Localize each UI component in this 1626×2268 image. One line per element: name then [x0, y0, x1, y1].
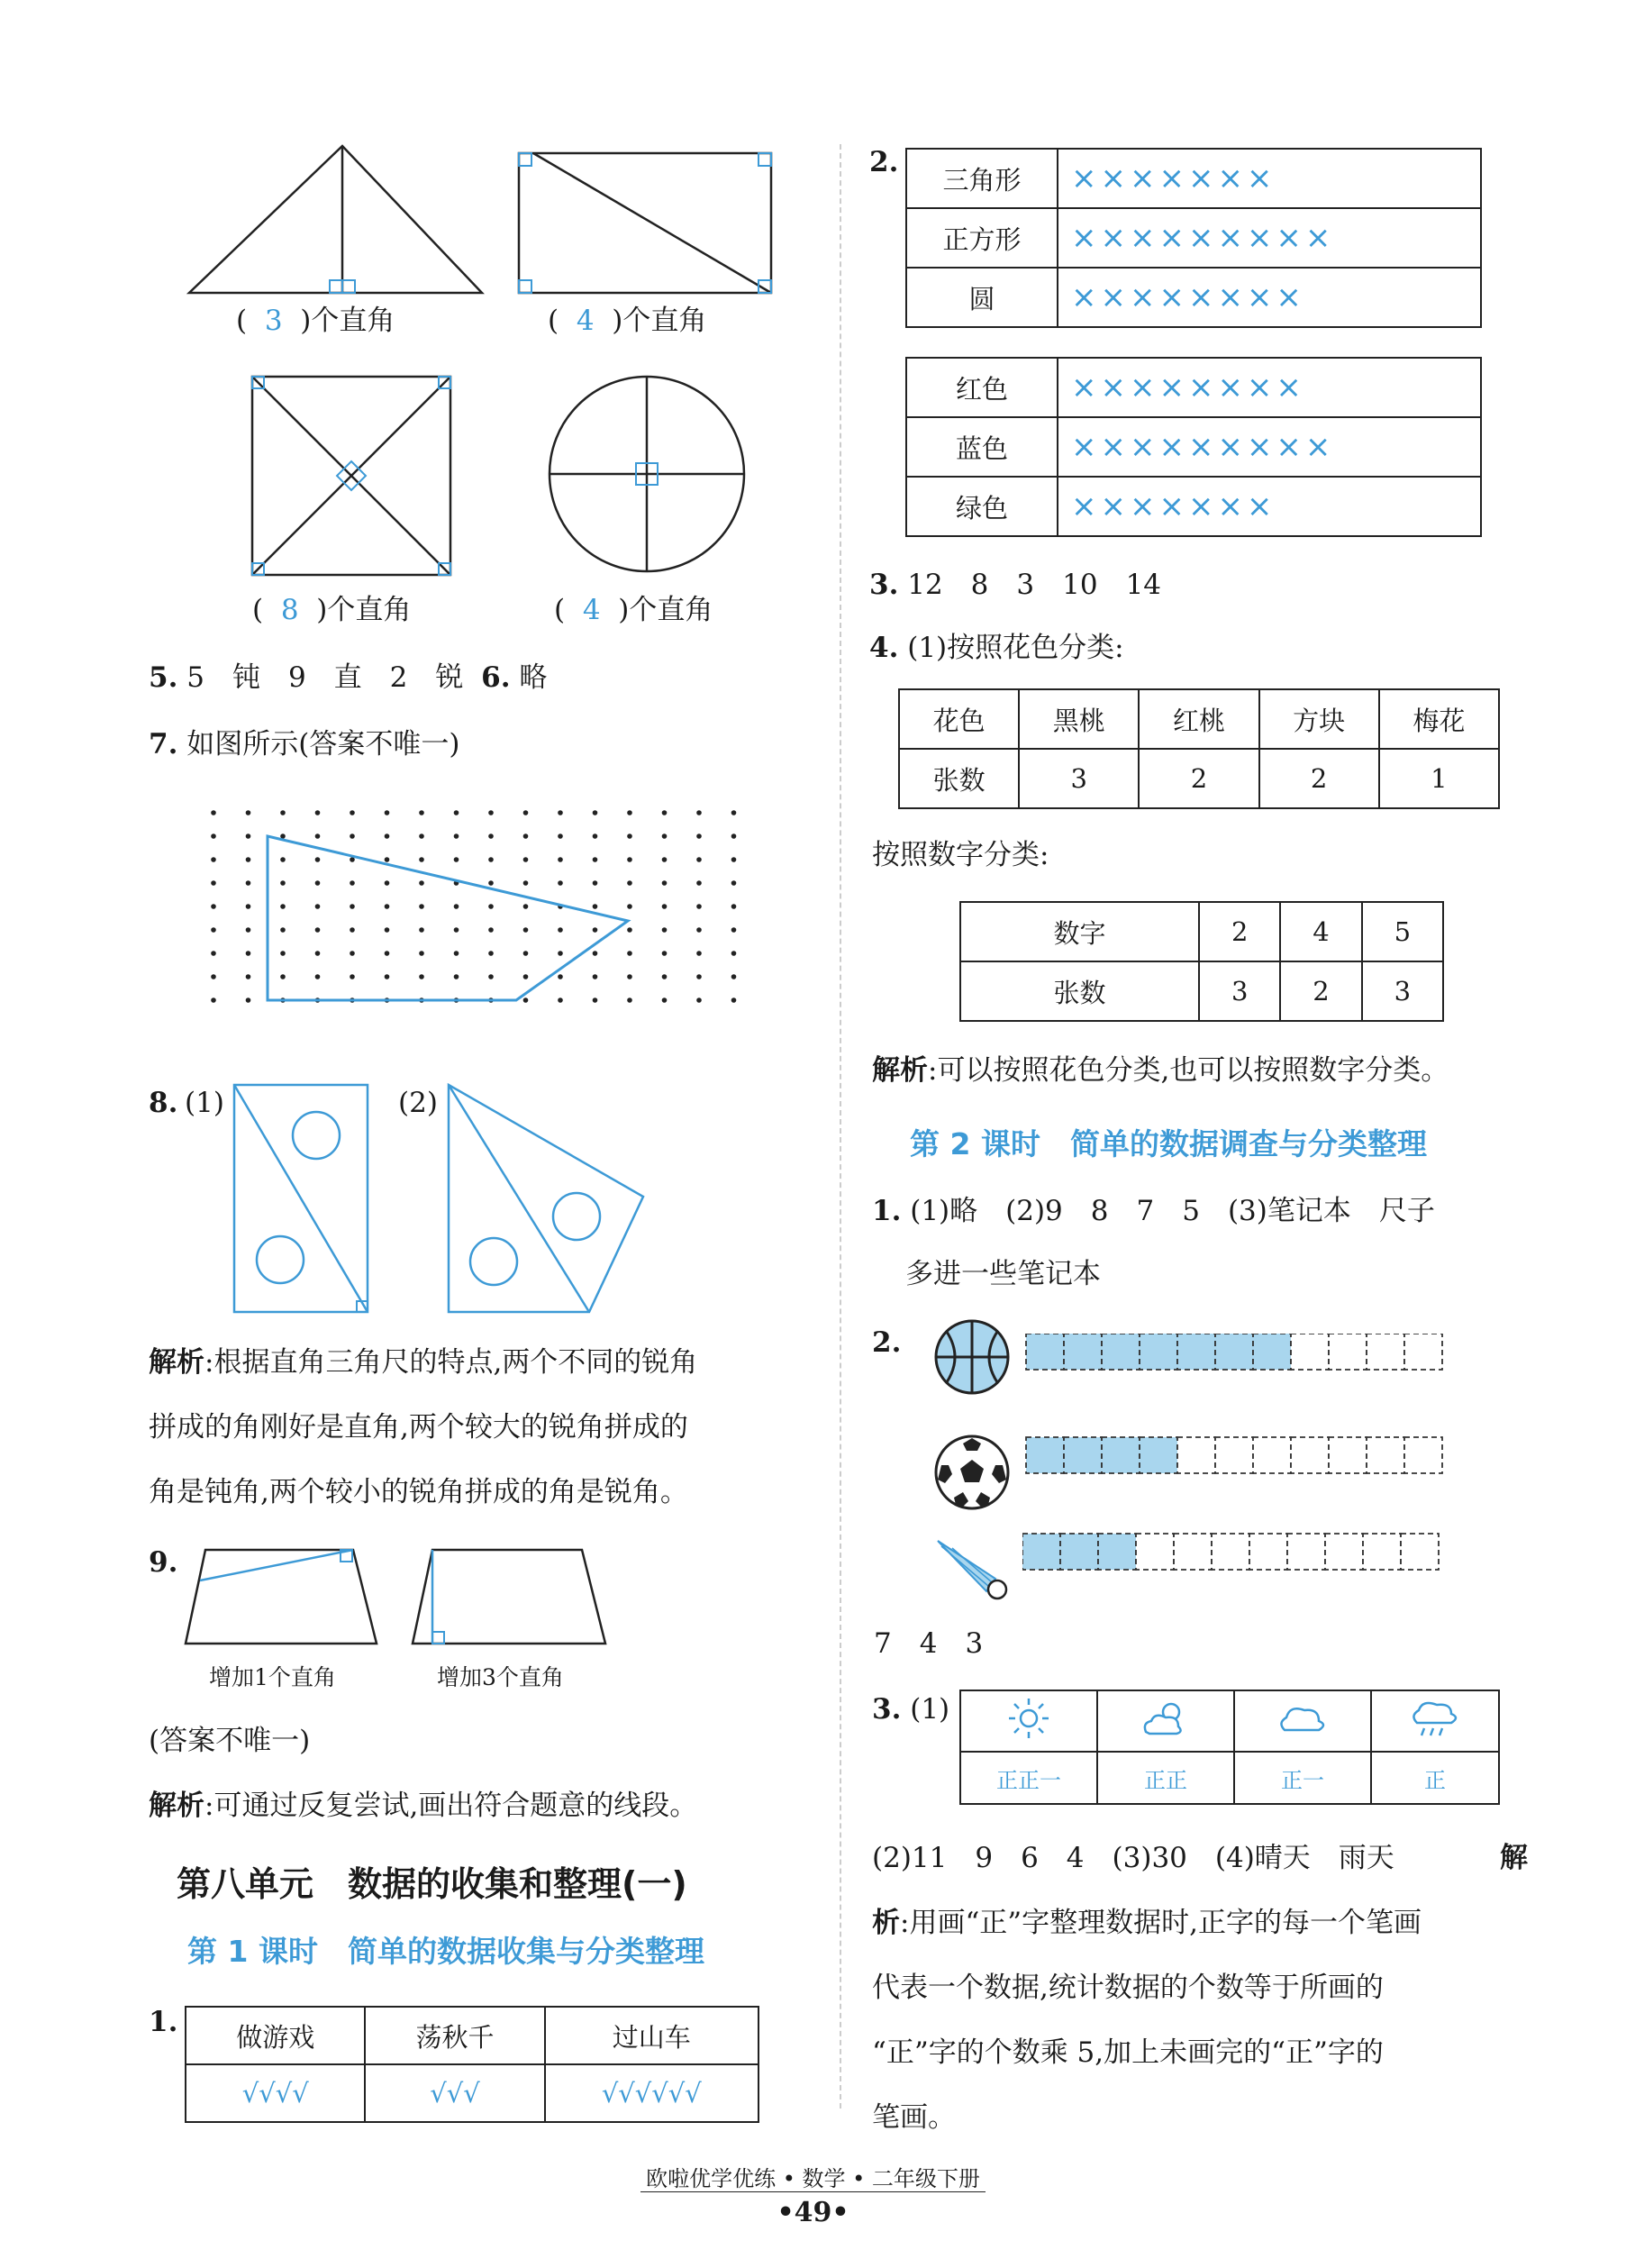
grid-dot: [662, 997, 668, 1003]
caption-rectangle: ( 4 )个直角: [548, 305, 707, 337]
right-q2-number: 2.: [869, 146, 899, 178]
color-tally-table: [905, 357, 1482, 537]
set-square-figure-1: [231, 1081, 375, 1317]
grid-dot: [246, 974, 251, 979]
badminton-cell: [1212, 1534, 1249, 1570]
q9-analysis: 解析:可通过反复尝试,画出符合题意的线段。: [149, 1790, 698, 1822]
grid-dot: [696, 997, 702, 1003]
number-table: [959, 901, 1444, 1022]
grid-dot: [523, 857, 529, 862]
color-marks: ×××××××: [1058, 477, 1481, 536]
shape-label: 正方形: [906, 208, 1058, 268]
grid-dot: [280, 974, 286, 979]
q8-analysis-line-2: 拼成的角刚好是直角,两个较大的锐角拼成的: [149, 1411, 688, 1444]
grid-dot: [662, 880, 668, 886]
basketball-cell: [1329, 1334, 1367, 1370]
grid-dot: [454, 927, 459, 933]
basketball-cell: [1215, 1334, 1253, 1370]
number-header: 2: [1199, 902, 1280, 961]
grid-dot: [593, 904, 598, 909]
basketball-icon: [932, 1317, 1013, 1398]
basketball-cell: [1026, 1334, 1064, 1370]
partly-cloudy-tally: 正正: [1097, 1752, 1234, 1804]
right-q4: 4. (1)按照花色分类:: [869, 632, 1124, 664]
grid-dot: [593, 951, 598, 956]
cloudy-icon: [1234, 1690, 1371, 1752]
suit-count: 2: [1139, 749, 1258, 808]
q8-analysis-line-3: 角是钝角,两个较小的锐角拼成的角是锐角。: [149, 1476, 688, 1508]
shape-marks: ×××××××××: [1058, 208, 1481, 268]
grid-dot: [488, 880, 494, 886]
badminton-cell: [1249, 1534, 1287, 1570]
grid-dot: [662, 810, 668, 815]
grid-dot: [246, 904, 251, 909]
grid-dot: [558, 857, 563, 862]
basketball-cell: [1253, 1334, 1291, 1370]
color-marks: ×××××××××: [1058, 417, 1481, 477]
shuttlecock-icon: [932, 1532, 1013, 1604]
grid-dot: [731, 810, 737, 815]
shape-tally-table: [905, 148, 1482, 328]
grid-dot: [350, 904, 355, 909]
grid-dot: [627, 880, 632, 886]
grid-dot: [246, 951, 251, 956]
suit-count: 1: [1379, 749, 1499, 808]
column-divider: [840, 144, 841, 2109]
grid-dot: [454, 857, 459, 862]
grid-dot: [280, 880, 286, 886]
grid-dot: [211, 833, 216, 839]
question-5-6: 5. 5 钝 9 直 2 锐 6. 略: [149, 661, 548, 694]
suit-count: 3: [1019, 749, 1139, 808]
grid-dot: [731, 904, 737, 909]
soccer-cell: [1102, 1437, 1140, 1473]
suit-table: [898, 688, 1500, 809]
grid-dot: [350, 927, 355, 933]
partly-cloudy-icon: [1097, 1690, 1234, 1752]
grid-dot: [523, 974, 529, 979]
grid-dot: [731, 833, 737, 839]
grid-dot: [593, 974, 598, 979]
grid-dot: [593, 810, 598, 815]
circle-figure: [540, 368, 757, 579]
square-diagonals-figure: [243, 368, 459, 579]
question-8-number: 8.: [149, 1087, 178, 1119]
grid-dot: [280, 951, 286, 956]
grid-dot: [419, 833, 424, 839]
suit-header: 黑桃: [1019, 689, 1139, 749]
badminton-cell: [1098, 1534, 1136, 1570]
number-header: 5: [1362, 902, 1443, 961]
sunny-tally: 正正一: [960, 1752, 1097, 1804]
grid-dot: [488, 927, 494, 933]
grid-dot: [696, 810, 702, 815]
grid-dot: [696, 857, 702, 862]
grid-dot: [419, 904, 424, 909]
soccer-cell: [1215, 1437, 1253, 1473]
number-header: 数字: [960, 902, 1199, 961]
grid-dot: [731, 880, 737, 886]
activity-tally: √√√√: [186, 2064, 365, 2122]
badminton-cell: [1325, 1534, 1363, 1570]
grid-dot: [558, 833, 563, 839]
q9-caption-2: 增加3个直角: [437, 1664, 564, 1690]
grid-dot: [558, 810, 563, 815]
soccer-cell: [1064, 1437, 1102, 1473]
q9-note: (答案不唯一): [149, 1725, 311, 1757]
question-9-number: 9.: [149, 1546, 178, 1579]
rainy-icon: [1371, 1690, 1499, 1752]
grid-dot: [246, 857, 251, 862]
grid-dot: [419, 974, 424, 979]
grid-dot: [419, 810, 424, 815]
grid-dot: [315, 951, 321, 956]
badminton-cell: [1287, 1534, 1325, 1570]
grid-dot: [211, 810, 216, 815]
suit-count: 2: [1259, 749, 1379, 808]
grid-dot: [315, 904, 321, 909]
basketball-cell: [1404, 1334, 1442, 1370]
grid-dot: [211, 880, 216, 886]
grid-dot: [488, 833, 494, 839]
suit-count: 张数: [899, 749, 1019, 808]
grid-dot: [280, 810, 286, 815]
lesson2-q2-number: 2.: [872, 1326, 902, 1359]
analysis-label-part1: 解: [1500, 1842, 1528, 1874]
grid-dot: [350, 833, 355, 839]
number-count: 3: [1199, 961, 1280, 1021]
color-label: 红色: [906, 358, 1058, 417]
grid-dot: [454, 833, 459, 839]
grid-dot: [627, 974, 632, 979]
activity-header: 做游戏: [186, 2007, 365, 2064]
grid-dot: [280, 927, 286, 933]
q8-part1-label: (1): [185, 1087, 224, 1119]
rectangle-figure: [512, 144, 782, 302]
grid-dot: [662, 974, 668, 979]
grid-dot: [488, 857, 494, 862]
grid-dot: [696, 927, 702, 933]
color-marks: ××××××××: [1058, 358, 1481, 417]
grid-dot: [454, 951, 459, 956]
badminton-cell: [1363, 1534, 1401, 1570]
grid-dot: [211, 997, 216, 1003]
grid-dot: [593, 997, 598, 1003]
grid-dot: [246, 880, 251, 886]
grid-dot: [627, 927, 632, 933]
activity-header: 荡秋千: [365, 2007, 544, 2064]
grid-dot: [662, 833, 668, 839]
soccer-cell: [1177, 1437, 1215, 1473]
grid-dot: [488, 810, 494, 815]
lesson2-q3-number: 3. (1): [872, 1693, 950, 1726]
grid-dot: [211, 857, 216, 862]
grid-dot: [696, 880, 702, 886]
grid-dot: [350, 810, 355, 815]
grid-dot: [246, 810, 251, 815]
grid-dot: [280, 833, 286, 839]
grid-dot: [280, 904, 286, 909]
grid-dot: [315, 833, 321, 839]
grid-dot: [454, 904, 459, 909]
trapezoid-figure-1: [180, 1543, 383, 1651]
badminton-cell: [1060, 1534, 1098, 1570]
basketball-cell: [1102, 1334, 1140, 1370]
grid-dot: [419, 951, 424, 956]
grid-dot: [558, 927, 563, 933]
basketball-cell: [1177, 1334, 1215, 1370]
lesson2-q2-answer: 7 4 3: [874, 1627, 984, 1660]
badminton-cell: [1022, 1534, 1060, 1570]
soccer-cell: [1253, 1437, 1291, 1473]
grid-dot: [315, 880, 321, 886]
grid-dot: [385, 974, 390, 979]
shape-label: 圆: [906, 268, 1058, 327]
activity-header: 过山车: [545, 2007, 758, 2064]
grid-dot: [696, 833, 702, 839]
number-count: 3: [1362, 961, 1443, 1021]
right-q4-analysis: 解析:可以按照花色分类,也可以按照数字分类。: [872, 1054, 1449, 1087]
grid-dot: [385, 833, 390, 839]
grid-dot: [315, 857, 321, 862]
caption-circle: ( 4 )个直角: [554, 594, 713, 626]
soccer-cell: [1404, 1437, 1442, 1473]
lesson2-q1-line2: 多进一些笔记本: [905, 1258, 1101, 1290]
grid-dot: [593, 857, 598, 862]
number-count: 2: [1280, 961, 1361, 1021]
grid-dot: [488, 904, 494, 909]
ball-count-grid: [1022, 1334, 1464, 1586]
grid-dot: [523, 927, 529, 933]
question-7: 7. 如图所示(答案不唯一): [149, 728, 460, 761]
grid-dot: [454, 810, 459, 815]
grid-dot: [627, 857, 632, 862]
suit-header: 红桃: [1139, 689, 1258, 749]
shape-marks: ×××××××: [1058, 149, 1481, 208]
lesson2-q3-analysis-3: “正”字的个数乘 5,加上未画完的“正”字的: [872, 2036, 1384, 2069]
caption-triangle: ( 3 )个直角: [236, 305, 395, 337]
grid-dot: [523, 810, 529, 815]
basketball-cell: [1367, 1334, 1404, 1370]
grid-dot: [558, 974, 563, 979]
lesson2-q3-line1: (2)11 9 6 4 (3)30 (4)晴天 雨天: [872, 1842, 1394, 1874]
grid-dot: [211, 927, 216, 933]
grid-dot: [627, 997, 632, 1003]
q9-caption-1: 增加1个直角: [209, 1664, 336, 1690]
suit-header: 梅花: [1379, 689, 1499, 749]
activity-tally: √√√: [365, 2064, 544, 2122]
grid-dot: [627, 904, 632, 909]
grid-dot: [350, 880, 355, 886]
grid-dot: [523, 904, 529, 909]
badminton-cell: [1136, 1534, 1174, 1570]
grid-dot: [488, 951, 494, 956]
soccer-cell: [1140, 1437, 1177, 1473]
basketball-cell: [1140, 1334, 1177, 1370]
grid-dot: [246, 997, 251, 1003]
grid-dot: [246, 833, 251, 839]
q8-part2-label: (2): [398, 1087, 438, 1119]
color-label: 蓝色: [906, 417, 1058, 477]
grid-dot: [731, 951, 737, 956]
rainy-tally: 正: [1371, 1752, 1499, 1804]
grid-dot: [558, 880, 563, 886]
set-square-figure-2: [443, 1081, 650, 1317]
grid-dot: [731, 927, 737, 933]
soccer-cell: [1291, 1437, 1329, 1473]
grid-dot: [662, 951, 668, 956]
basketball-cell: [1064, 1334, 1102, 1370]
grid-dot: [731, 997, 737, 1003]
grid-dot: [280, 857, 286, 862]
grid-dot: [211, 974, 216, 979]
grid-dot: [246, 927, 251, 933]
page-number: •49•: [777, 2197, 849, 2228]
grid-dot: [731, 974, 737, 979]
grid-dot: [315, 927, 321, 933]
grid-dot: [662, 857, 668, 862]
suit-header: 方块: [1259, 689, 1379, 749]
lesson2-q3-analysis-2: 代表一个数据,统计数据的个数等于所画的: [872, 1972, 1384, 2004]
badminton-cell: [1174, 1534, 1212, 1570]
grid-dot: [662, 927, 668, 933]
color-label: 绿色: [906, 477, 1058, 536]
lesson2-q3-analysis-1: 析:用画“正”字整理数据时,正字的每一个笔画: [872, 1907, 1422, 1939]
right-q3: 3. 12 8 3 10 14: [869, 569, 1162, 601]
shape-label: 三角形: [906, 149, 1058, 208]
grid-dot: [385, 857, 390, 862]
lesson-2-title: 第 2 课时 简单的数据调查与分类整理: [910, 1126, 1427, 1161]
grid-dot: [315, 974, 321, 979]
grid-dot: [662, 904, 668, 909]
grid-dot: [558, 951, 563, 956]
number-header: 4: [1280, 902, 1361, 961]
grid-dot: [385, 951, 390, 956]
weather-table: [959, 1690, 1500, 1805]
grid-dot: [593, 927, 598, 933]
lesson-1-title: 第 1 课时 简单的数据收集与分类整理: [187, 1934, 704, 1969]
grid-dot: [523, 951, 529, 956]
suit-header: 花色: [899, 689, 1019, 749]
trapezoid-figure-2: [405, 1543, 608, 1651]
grid-dot: [488, 974, 494, 979]
lesson2-q3-analysis-4: 笔画。: [872, 2101, 956, 2134]
basketball-cell: [1291, 1334, 1329, 1370]
soccer-ball-icon: [932, 1433, 1013, 1514]
grid-dot: [627, 810, 632, 815]
sunny-icon: [960, 1690, 1097, 1752]
grid-dot: [350, 951, 355, 956]
grid-dot: [731, 857, 737, 862]
grid-dot: [211, 904, 216, 909]
soccer-cell: [1026, 1437, 1064, 1473]
grid-dot: [523, 833, 529, 839]
grid-dot: [211, 951, 216, 956]
grid-dot: [593, 833, 598, 839]
grid-dot: [385, 927, 390, 933]
soccer-cell: [1329, 1437, 1367, 1473]
grid-dot: [350, 974, 355, 979]
number-count: 张数: [960, 961, 1199, 1021]
grid-dot: [523, 997, 529, 1003]
grid-dot: [419, 880, 424, 886]
grid-dot: [523, 880, 529, 886]
grid-dot: [696, 904, 702, 909]
grid-dot: [385, 880, 390, 886]
grid-dot: [454, 974, 459, 979]
grid-dot: [558, 997, 563, 1003]
footer-book-title: 欧啦优学优练 • 数学 • 二年级下册: [0, 2161, 1626, 2192]
dot-grid-figure: [203, 802, 752, 1045]
grid-dot: [385, 810, 390, 815]
soccer-cell: [1367, 1437, 1404, 1473]
lesson2-q1: 1. (1)略 (2)9 8 7 5 (3)笔记本 尺子: [872, 1195, 1435, 1227]
right-q4-sub: 按照数字分类:: [872, 839, 1049, 871]
grid-dot: [696, 951, 702, 956]
activity-table: [185, 2006, 759, 2123]
grid-dot: [627, 833, 632, 839]
caption-square: ( 8 )个直角: [252, 594, 412, 626]
unit-title: 第八单元 数据的收集和整理(一): [177, 1864, 687, 1904]
grid-dot: [315, 810, 321, 815]
grid-dot: [696, 974, 702, 979]
cloudy-tally: 正一: [1234, 1752, 1371, 1804]
shape-marks: ××××××××: [1058, 268, 1481, 327]
grid-dot: [627, 951, 632, 956]
grid-dot: [385, 904, 390, 909]
grid-dot: [593, 880, 598, 886]
grid-dot: [419, 927, 424, 933]
lesson1-q1-number: 1.: [149, 2006, 178, 2038]
grid-dot: [419, 857, 424, 862]
q8-analysis-line-1: 解析:根据直角三角尺的特点,两个不同的锐角: [149, 1346, 698, 1379]
triangle-figure: [180, 135, 504, 306]
activity-tally: √√√√√√: [545, 2064, 758, 2122]
badminton-cell: [1401, 1534, 1439, 1570]
